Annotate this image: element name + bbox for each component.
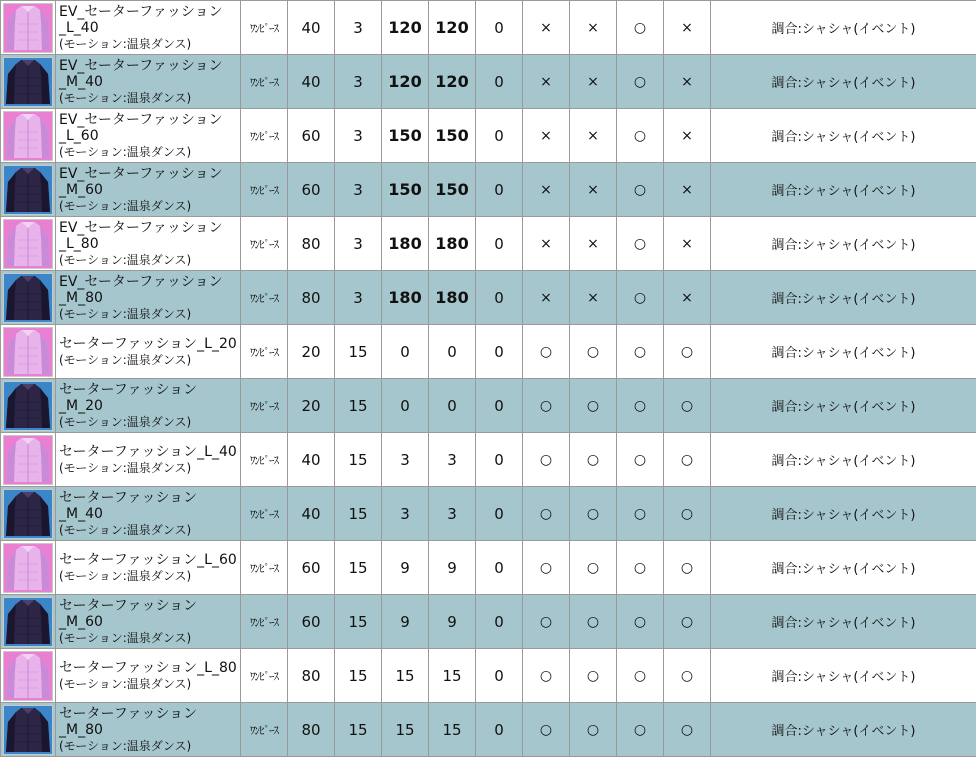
stat-cell-1: 80 xyxy=(288,271,335,325)
acquisition-method: 調合:シャシャ(イベント) xyxy=(711,541,976,595)
flag-cell-3: ○ xyxy=(617,1,664,55)
navy-sweater-dress-icon xyxy=(3,381,53,431)
item-name-cell xyxy=(56,1,241,55)
item-type: ﾜﾝﾋﾟｰｽ xyxy=(241,433,288,487)
item-motion: (モーション:温泉ダンス) xyxy=(59,414,192,429)
stat-cell-4: 120 xyxy=(429,1,476,55)
item-name-cell xyxy=(56,109,241,163)
flag-cell-3: ○ xyxy=(617,325,664,379)
item-type: ﾜﾝﾋﾟｰｽ xyxy=(241,55,288,109)
table-row xyxy=(1,325,976,379)
stat-cell-1: 40 xyxy=(288,433,335,487)
flag-cell-1: × xyxy=(523,217,570,271)
item-name: セーターファッション_M_80 xyxy=(59,705,198,738)
stat-cell-1: 40 xyxy=(288,487,335,541)
flag-cell-4: × xyxy=(664,163,711,217)
item-name: EV_セーターファッション_L_80 xyxy=(59,219,223,252)
item-type: ﾜﾝﾋﾟｰｽ xyxy=(241,271,288,325)
stat-cell-3: 120 xyxy=(382,55,429,109)
stat-cell-2: 15 xyxy=(335,703,382,757)
stat-cell-4: 0 xyxy=(429,325,476,379)
item-motion: (モーション:温泉ダンス) xyxy=(59,676,192,691)
stat-cell-3: 0 xyxy=(382,379,429,433)
item-motion: (モーション:温泉ダンス) xyxy=(59,522,192,537)
acquisition-method: 調合:シャシャ(イベント) xyxy=(711,649,976,703)
item-name-cell xyxy=(56,217,241,271)
item-motion: (モーション:温泉ダンス) xyxy=(59,144,192,159)
item-icon-cell xyxy=(1,703,56,757)
stat-cell-1: 40 xyxy=(288,55,335,109)
flag-cell-2: × xyxy=(570,109,617,163)
flag-cell-2: × xyxy=(570,55,617,109)
item-motion: (モーション:温泉ダンス) xyxy=(59,252,192,267)
flag-cell-1: ○ xyxy=(523,487,570,541)
flag-cell-3: ○ xyxy=(617,163,664,217)
stat-cell-4: 9 xyxy=(429,541,476,595)
navy-sweater-dress-icon xyxy=(3,57,53,107)
stat-cell-2: 15 xyxy=(335,649,382,703)
stat-cell-4: 120 xyxy=(429,55,476,109)
stat-cell-4: 150 xyxy=(429,163,476,217)
flag-cell-1: × xyxy=(523,271,570,325)
stat-cell-5: 0 xyxy=(476,649,523,703)
item-type: ﾜﾝﾋﾟｰｽ xyxy=(241,163,288,217)
item-motion: (モーション:温泉ダンス) xyxy=(59,306,192,321)
stat-cell-5: 0 xyxy=(476,541,523,595)
flag-cell-2: ○ xyxy=(570,595,617,649)
flag-cell-3: ○ xyxy=(617,595,664,649)
flag-cell-4: ○ xyxy=(664,649,711,703)
item-type: ﾜﾝﾋﾟｰｽ xyxy=(241,595,288,649)
item-type: ﾜﾝﾋﾟｰｽ xyxy=(241,109,288,163)
flag-cell-4: × xyxy=(664,1,711,55)
stat-cell-3: 0 xyxy=(382,325,429,379)
item-name: セーターファッション_L_40 xyxy=(59,443,237,460)
acquisition-method: 調合:シャシャ(イベント) xyxy=(711,55,976,109)
item-name: セーターファッション_L_60 xyxy=(59,551,237,568)
flag-cell-3: ○ xyxy=(617,433,664,487)
flag-cell-2: ○ xyxy=(570,703,617,757)
pink-sweater-dress-icon xyxy=(3,3,53,53)
navy-sweater-dress-icon xyxy=(3,273,53,323)
stat-cell-1: 60 xyxy=(288,109,335,163)
stat-cell-1: 20 xyxy=(288,379,335,433)
stat-cell-3: 150 xyxy=(382,163,429,217)
table-row xyxy=(1,649,976,703)
flag-cell-4: ○ xyxy=(664,433,711,487)
item-name: EV_セーターファッション_L_40 xyxy=(59,3,223,36)
stat-cell-1: 40 xyxy=(288,1,335,55)
item-type: ﾜﾝﾋﾟｰｽ xyxy=(241,325,288,379)
stat-cell-4: 180 xyxy=(429,217,476,271)
stat-cell-3: 15 xyxy=(382,649,429,703)
item-motion: (モーション:温泉ダンス) xyxy=(59,738,192,753)
item-icon-cell xyxy=(1,271,56,325)
item-name-cell xyxy=(56,595,241,649)
flag-cell-4: × xyxy=(664,217,711,271)
item-icon-cell xyxy=(1,649,56,703)
stat-cell-4: 0 xyxy=(429,379,476,433)
stat-cell-4: 15 xyxy=(429,649,476,703)
navy-sweater-dress-icon xyxy=(3,597,53,647)
pink-sweater-dress-icon xyxy=(3,435,53,485)
stat-cell-5: 0 xyxy=(476,217,523,271)
item-motion: (モーション:温泉ダンス) xyxy=(59,90,192,105)
stat-cell-1: 60 xyxy=(288,541,335,595)
stat-cell-5: 0 xyxy=(476,433,523,487)
flag-cell-3: ○ xyxy=(617,541,664,595)
table-row xyxy=(1,109,976,163)
stat-cell-1: 20 xyxy=(288,325,335,379)
item-name-cell xyxy=(56,325,241,379)
flag-cell-4: × xyxy=(664,109,711,163)
item-name: セーターファッション_L_20 xyxy=(59,335,237,352)
flag-cell-2: ○ xyxy=(570,433,617,487)
stat-cell-3: 3 xyxy=(382,433,429,487)
navy-sweater-dress-icon xyxy=(3,705,53,755)
flag-cell-2: ○ xyxy=(570,325,617,379)
item-name-cell xyxy=(56,487,241,541)
navy-sweater-dress-icon xyxy=(3,165,53,215)
item-name-cell xyxy=(56,379,241,433)
flag-cell-4: ○ xyxy=(664,541,711,595)
flag-cell-3: ○ xyxy=(617,109,664,163)
item-name: セーターファッション_M_40 xyxy=(59,489,198,522)
item-name: EV_セーターファッション_M_80 xyxy=(59,273,223,306)
item-name-cell xyxy=(56,433,241,487)
stat-cell-3: 9 xyxy=(382,541,429,595)
item-type: ﾜﾝﾋﾟｰｽ xyxy=(241,379,288,433)
stat-cell-2: 3 xyxy=(335,217,382,271)
item-motion: (モーション:温泉ダンス) xyxy=(59,460,192,475)
stat-cell-4: 15 xyxy=(429,703,476,757)
item-name-cell xyxy=(56,55,241,109)
stat-cell-2: 3 xyxy=(335,163,382,217)
table-row xyxy=(1,595,976,649)
stat-cell-2: 3 xyxy=(335,271,382,325)
stat-cell-4: 3 xyxy=(429,433,476,487)
acquisition-method: 調合:シャシャ(イベント) xyxy=(711,271,976,325)
stat-cell-4: 180 xyxy=(429,271,476,325)
item-type: ﾜﾝﾋﾟｰｽ xyxy=(241,217,288,271)
stat-cell-2: 3 xyxy=(335,109,382,163)
stat-cell-5: 0 xyxy=(476,325,523,379)
item-motion: (モーション:温泉ダンス) xyxy=(59,352,192,367)
item-icon-cell xyxy=(1,325,56,379)
flag-cell-1: ○ xyxy=(523,703,570,757)
flag-cell-2: ○ xyxy=(570,541,617,595)
stat-cell-3: 9 xyxy=(382,595,429,649)
flag-cell-4: × xyxy=(664,55,711,109)
flag-cell-1: × xyxy=(523,109,570,163)
table-row xyxy=(1,163,976,217)
table-row xyxy=(1,379,976,433)
pink-sweater-dress-icon xyxy=(3,111,53,161)
stat-cell-2: 3 xyxy=(335,55,382,109)
stat-cell-5: 0 xyxy=(476,487,523,541)
table-row xyxy=(1,433,976,487)
item-motion: (モーション:温泉ダンス) xyxy=(59,568,192,583)
stat-cell-3: 180 xyxy=(382,271,429,325)
table-row xyxy=(1,541,976,595)
flag-cell-2: ○ xyxy=(570,487,617,541)
stat-cell-2: 15 xyxy=(335,325,382,379)
stat-cell-5: 0 xyxy=(476,703,523,757)
flag-cell-4: ○ xyxy=(664,487,711,541)
item-name-cell xyxy=(56,541,241,595)
flag-cell-3: ○ xyxy=(617,649,664,703)
stat-cell-2: 15 xyxy=(335,379,382,433)
pink-sweater-dress-icon xyxy=(3,327,53,377)
item-icon-cell xyxy=(1,541,56,595)
acquisition-method: 調合:シャシャ(イベント) xyxy=(711,379,976,433)
acquisition-method: 調合:シャシャ(イベント) xyxy=(711,217,976,271)
item-type: ﾜﾝﾋﾟｰｽ xyxy=(241,1,288,55)
costume-table-body xyxy=(1,1,976,757)
item-icon-cell xyxy=(1,217,56,271)
item-name: EV_セーターファッション_M_60 xyxy=(59,165,223,198)
stat-cell-3: 120 xyxy=(382,1,429,55)
flag-cell-4: ○ xyxy=(664,379,711,433)
acquisition-method: 調合:シャシャ(イベント) xyxy=(711,109,976,163)
stat-cell-4: 150 xyxy=(429,109,476,163)
stat-cell-4: 3 xyxy=(429,487,476,541)
stat-cell-5: 0 xyxy=(476,1,523,55)
table-row xyxy=(1,217,976,271)
item-name: セーターファッション_M_20 xyxy=(59,381,198,414)
table-row xyxy=(1,1,976,55)
flag-cell-2: × xyxy=(570,1,617,55)
flag-cell-1: × xyxy=(523,1,570,55)
stat-cell-2: 15 xyxy=(335,433,382,487)
stat-cell-1: 80 xyxy=(288,703,335,757)
item-name: EV_セーターファッション_M_40 xyxy=(59,57,223,90)
stat-cell-1: 60 xyxy=(288,163,335,217)
stat-cell-2: 15 xyxy=(335,487,382,541)
acquisition-method: 調合:シャシャ(イベント) xyxy=(711,595,976,649)
item-type: ﾜﾝﾋﾟｰｽ xyxy=(241,487,288,541)
item-motion: (モーション:温泉ダンス) xyxy=(59,36,192,51)
item-icon-cell xyxy=(1,1,56,55)
pink-sweater-dress-icon xyxy=(3,543,53,593)
flag-cell-1: ○ xyxy=(523,433,570,487)
stat-cell-3: 150 xyxy=(382,109,429,163)
stat-cell-1: 80 xyxy=(288,649,335,703)
flag-cell-1: ○ xyxy=(523,541,570,595)
item-name: セーターファッション_M_60 xyxy=(59,597,198,630)
stat-cell-5: 0 xyxy=(476,379,523,433)
acquisition-method: 調合:シャシャ(イベント) xyxy=(711,325,976,379)
acquisition-method: 調合:シャシャ(イベント) xyxy=(711,163,976,217)
flag-cell-1: × xyxy=(523,55,570,109)
flag-cell-1: × xyxy=(523,163,570,217)
table-row xyxy=(1,55,976,109)
flag-cell-3: ○ xyxy=(617,703,664,757)
flag-cell-1: ○ xyxy=(523,325,570,379)
stat-cell-3: 15 xyxy=(382,703,429,757)
stat-cell-5: 0 xyxy=(476,595,523,649)
flag-cell-2: × xyxy=(570,217,617,271)
flag-cell-2: ○ xyxy=(570,379,617,433)
item-icon-cell xyxy=(1,163,56,217)
table-row xyxy=(1,487,976,541)
flag-cell-2: × xyxy=(570,163,617,217)
item-type: ﾜﾝﾋﾟｰｽ xyxy=(241,649,288,703)
table-row xyxy=(1,271,976,325)
flag-cell-3: ○ xyxy=(617,379,664,433)
flag-cell-4: ○ xyxy=(664,325,711,379)
flag-cell-2: × xyxy=(570,271,617,325)
flag-cell-4: ○ xyxy=(664,595,711,649)
item-icon-cell xyxy=(1,109,56,163)
item-name-cell xyxy=(56,649,241,703)
navy-sweater-dress-icon xyxy=(3,489,53,539)
flag-cell-3: ○ xyxy=(617,271,664,325)
item-motion: (モーション:温泉ダンス) xyxy=(59,198,192,213)
stat-cell-1: 80 xyxy=(288,217,335,271)
item-name: セーターファッション_L_80 xyxy=(59,659,237,676)
flag-cell-4: × xyxy=(664,271,711,325)
flag-cell-1: ○ xyxy=(523,595,570,649)
flag-cell-4: ○ xyxy=(664,703,711,757)
item-icon-cell xyxy=(1,55,56,109)
item-icon-cell xyxy=(1,379,56,433)
flag-cell-3: ○ xyxy=(617,217,664,271)
item-motion: (モーション:温泉ダンス) xyxy=(59,630,192,645)
stat-cell-2: 15 xyxy=(335,595,382,649)
stat-cell-5: 0 xyxy=(476,271,523,325)
stat-cell-3: 3 xyxy=(382,487,429,541)
acquisition-method: 調合:シャシャ(イベント) xyxy=(711,487,976,541)
item-type: ﾜﾝﾋﾟｰｽ xyxy=(241,703,288,757)
flag-cell-3: ○ xyxy=(617,487,664,541)
acquisition-method: 調合:シャシャ(イベント) xyxy=(711,1,976,55)
stat-cell-2: 3 xyxy=(335,1,382,55)
item-name-cell xyxy=(56,163,241,217)
stat-cell-5: 0 xyxy=(476,163,523,217)
flag-cell-1: ○ xyxy=(523,379,570,433)
pink-sweater-dress-icon xyxy=(3,219,53,269)
item-name: EV_セーターファッション_L_60 xyxy=(59,111,223,144)
stat-cell-3: 180 xyxy=(382,217,429,271)
item-icon-cell xyxy=(1,433,56,487)
item-name-cell xyxy=(56,703,241,757)
stat-cell-4: 9 xyxy=(429,595,476,649)
stat-cell-1: 60 xyxy=(288,595,335,649)
acquisition-method: 調合:シャシャ(イベント) xyxy=(711,703,976,757)
stat-cell-5: 0 xyxy=(476,55,523,109)
acquisition-method: 調合:シャシャ(イベント) xyxy=(711,433,976,487)
stat-cell-5: 0 xyxy=(476,109,523,163)
flag-cell-1: ○ xyxy=(523,649,570,703)
flag-cell-2: ○ xyxy=(570,649,617,703)
item-icon-cell xyxy=(1,487,56,541)
item-icon-cell xyxy=(1,595,56,649)
flag-cell-3: ○ xyxy=(617,55,664,109)
stat-cell-2: 15 xyxy=(335,541,382,595)
item-type: ﾜﾝﾋﾟｰｽ xyxy=(241,541,288,595)
item-name-cell xyxy=(56,271,241,325)
pink-sweater-dress-icon xyxy=(3,651,53,701)
table-row xyxy=(1,703,976,757)
